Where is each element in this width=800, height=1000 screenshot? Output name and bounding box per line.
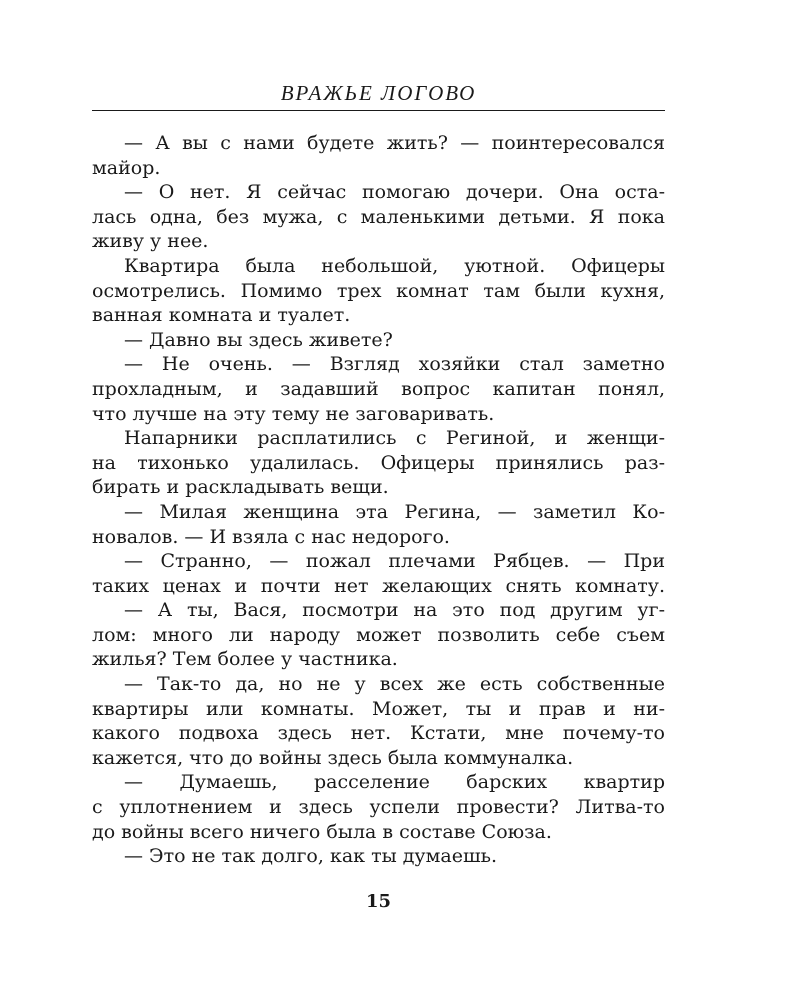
text-line: осмотрелись. Помимо трех комнат там были кухня, — [92, 279, 665, 302]
text-line: с уплотнением и здесь успели провести? Литва-то — [92, 796, 665, 819]
text-line: — Думаешь, расселение барских квартир — [124, 771, 665, 794]
text-line: ванная комната и туалет. — [92, 304, 351, 327]
text-line: Напарники расплатились с Региной, и женщи- — [124, 427, 665, 450]
text-line: — Давно вы здесь живете? — [124, 328, 393, 351]
text-line: лась одна, без мужа, с маленькими детьми. Я пока — [92, 205, 665, 228]
text-line: кажется, что до войны здесь была коммуналка. — [92, 746, 574, 769]
text-line: — А вы с нами будете жить? — поинтересовался — [124, 132, 665, 154]
text-line: бирать и раскладывать вещи. — [92, 476, 389, 499]
page-body — [92, 131, 665, 869]
text-line: лом: много ли народу может позволить себе съем — [92, 623, 665, 646]
page-number: 15 — [365, 891, 392, 912]
text-line: — Это не так долго, как ты думаешь. — [124, 845, 498, 868]
text-line: какого подвоха здесь нет. Кстати, мне почему-то — [92, 722, 665, 745]
text-line: до войны всего ничего была в составе Союза. — [92, 820, 552, 843]
text-line: Квартира была небольшой, уютной. Офицеры — [124, 254, 665, 277]
text-line: — А ты, Вася, посмотри на это под другим уг- — [124, 599, 665, 622]
text-line: новалов. — И взяла с нас недорого. — [92, 525, 450, 548]
header-rule — [92, 110, 665, 111]
text-line: — Странно, — пожал плечами Рябцев. — При — [124, 550, 665, 573]
text-line: что лучше на эту тему не заговаривать. — [92, 402, 495, 425]
text-line: на тихонько удалилась. Офицеры принялись раз- — [92, 451, 665, 474]
text-line: майор. — [92, 156, 161, 179]
text-line: квартиры или комнаты. Может, ты и прав и ни- — [92, 697, 665, 720]
text-line: живу у нее. — [92, 230, 209, 253]
running-header: ВРАЖЬЕ ЛОГОВО — [280, 81, 477, 105]
text-line: таких ценах и почти нет желающих снять комнату. — [92, 574, 665, 597]
text-line: прохладным, и задавший вопрос капитан понял, — [92, 377, 665, 400]
text-line: — О нет. Я сейчас помогаю дочери. Она оста- — [124, 181, 665, 204]
text-line: — Так-то да, но не у всех же есть собственные — [124, 673, 665, 696]
text-line: — Милая женщина эта Регина, — заметил Ко- — [124, 500, 665, 523]
text-line: — Не очень. — Взгляд хозяйки стал заметно — [124, 353, 665, 376]
text-line: жилья? Тем более у частника. — [92, 648, 398, 671]
